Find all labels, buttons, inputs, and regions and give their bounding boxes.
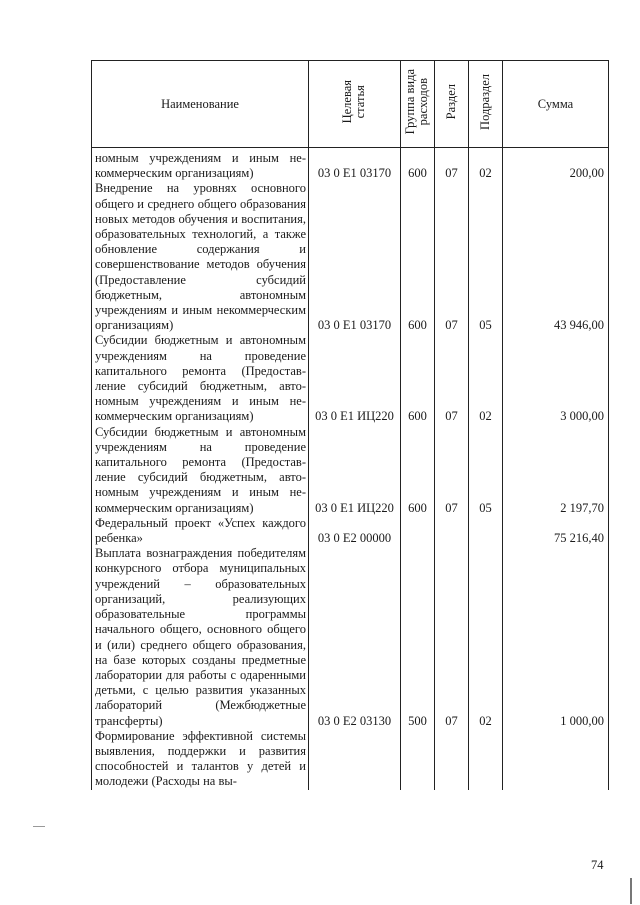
row-sum: 200,00	[503, 148, 609, 182]
row-name: Федеральный проект «Успех каждого ребенка»	[92, 516, 309, 546]
row-name: Выплата вознаграждения победителям конкурсного отбора муниципальных учреждений – образовательных организаций, реализующих образовательные программы начального общего, основного общего и (или) среднего общего образования, на базе которых созданы предметные лаборатории для работы с одаренными детьми, с целью развития указанных лабораторий (Межбюджетные трансферты)	[92, 546, 309, 728]
row-sum: 75 216,40	[503, 516, 609, 546]
header-subsection	[469, 61, 503, 148]
row-section: 07	[435, 181, 469, 333]
row-code: 03 0 Е1 ИЦ220	[309, 333, 401, 424]
header-code	[309, 61, 401, 148]
page-number: 74	[591, 858, 604, 872]
row-code	[309, 729, 401, 790]
table-row	[92, 148, 609, 182]
row-code: 03 0 Е1 03170	[309, 181, 401, 333]
row-name: номным учреждениям и иным некоммерческим организациям)	[92, 148, 309, 182]
row-sum: 2 197,70	[503, 425, 609, 516]
table-row	[92, 516, 609, 546]
row-code: 03 0 Е2 00000	[309, 516, 401, 546]
table-row	[92, 729, 609, 790]
row-group: 600	[401, 333, 435, 424]
header-group	[401, 61, 435, 148]
row-group: 600	[401, 425, 435, 516]
row-section: 07	[435, 425, 469, 516]
header-group-label: Группа вида расходов	[403, 69, 431, 135]
row-subsection: 02	[469, 148, 503, 182]
row-name: Внедрение на уровнях основного общего и среднего общего образования новых методов обучения и воспитания, образовательных технологий, а также обновление содержания и совершенствование методов обучения (Предоставление субсидий бюджетным, автономным учреждениям и иным некоммерческим организациям)	[92, 181, 309, 333]
table-header-row	[92, 61, 609, 148]
row-section: 07	[435, 333, 469, 424]
table-row	[92, 181, 609, 333]
row-sum	[503, 729, 609, 790]
row-sum: 43 946,00	[503, 181, 609, 333]
row-name: Субсидии бюджетным и автономным учреждениям на проведение капитального ремонта (Предоставление субсидий бюджетным, автономным учреждениям и иным некоммерческим организациям)	[92, 333, 309, 424]
budget-table-container	[91, 60, 608, 847]
row-name: Формирование эффективной системы выявления, поддержки и развития способностей и талантов у детей и молодежи (Расходы на вы-	[92, 729, 309, 790]
table-row	[92, 425, 609, 516]
row-group: 500	[401, 546, 435, 728]
row-subsection: 02	[469, 546, 503, 728]
row-subsection: 05	[469, 425, 503, 516]
row-subsection: 02	[469, 333, 503, 424]
header-subsection-label: Подраздел	[477, 74, 492, 130]
scan-mark	[33, 826, 45, 827]
row-subsection	[469, 516, 503, 546]
header-section	[435, 61, 469, 148]
header-code-label: Целевая статья	[340, 80, 368, 124]
header-sum: Сумма	[503, 61, 609, 148]
scan-edge	[630, 878, 632, 904]
row-group	[401, 729, 435, 790]
row-code: 03 0 Е1 ИЦ220	[309, 425, 401, 516]
row-code: 03 0 Е1 03170	[309, 148, 401, 182]
table-row	[92, 333, 609, 424]
budget-table	[91, 60, 609, 790]
row-section	[435, 516, 469, 546]
row-group	[401, 516, 435, 546]
row-group: 600	[401, 181, 435, 333]
row-section: 07	[435, 148, 469, 182]
row-code: 03 0 Е2 03130	[309, 546, 401, 728]
row-sum: 3 000,00	[503, 333, 609, 424]
row-group: 600	[401, 148, 435, 182]
row-section: 07	[435, 546, 469, 728]
header-name: Наименование	[92, 61, 309, 148]
row-section	[435, 729, 469, 790]
row-sum: 1 000,00	[503, 546, 609, 728]
row-subsection	[469, 729, 503, 790]
row-name: Субсидии бюджетным и автономным учреждениям на проведение капитального ремонта (Предоставление субсидий бюджетным, автономным учреждениям и иным некоммерческим организациям)	[92, 425, 309, 516]
table-row	[92, 546, 609, 728]
row-subsection: 05	[469, 181, 503, 333]
header-section-label: Раздел	[443, 84, 458, 120]
